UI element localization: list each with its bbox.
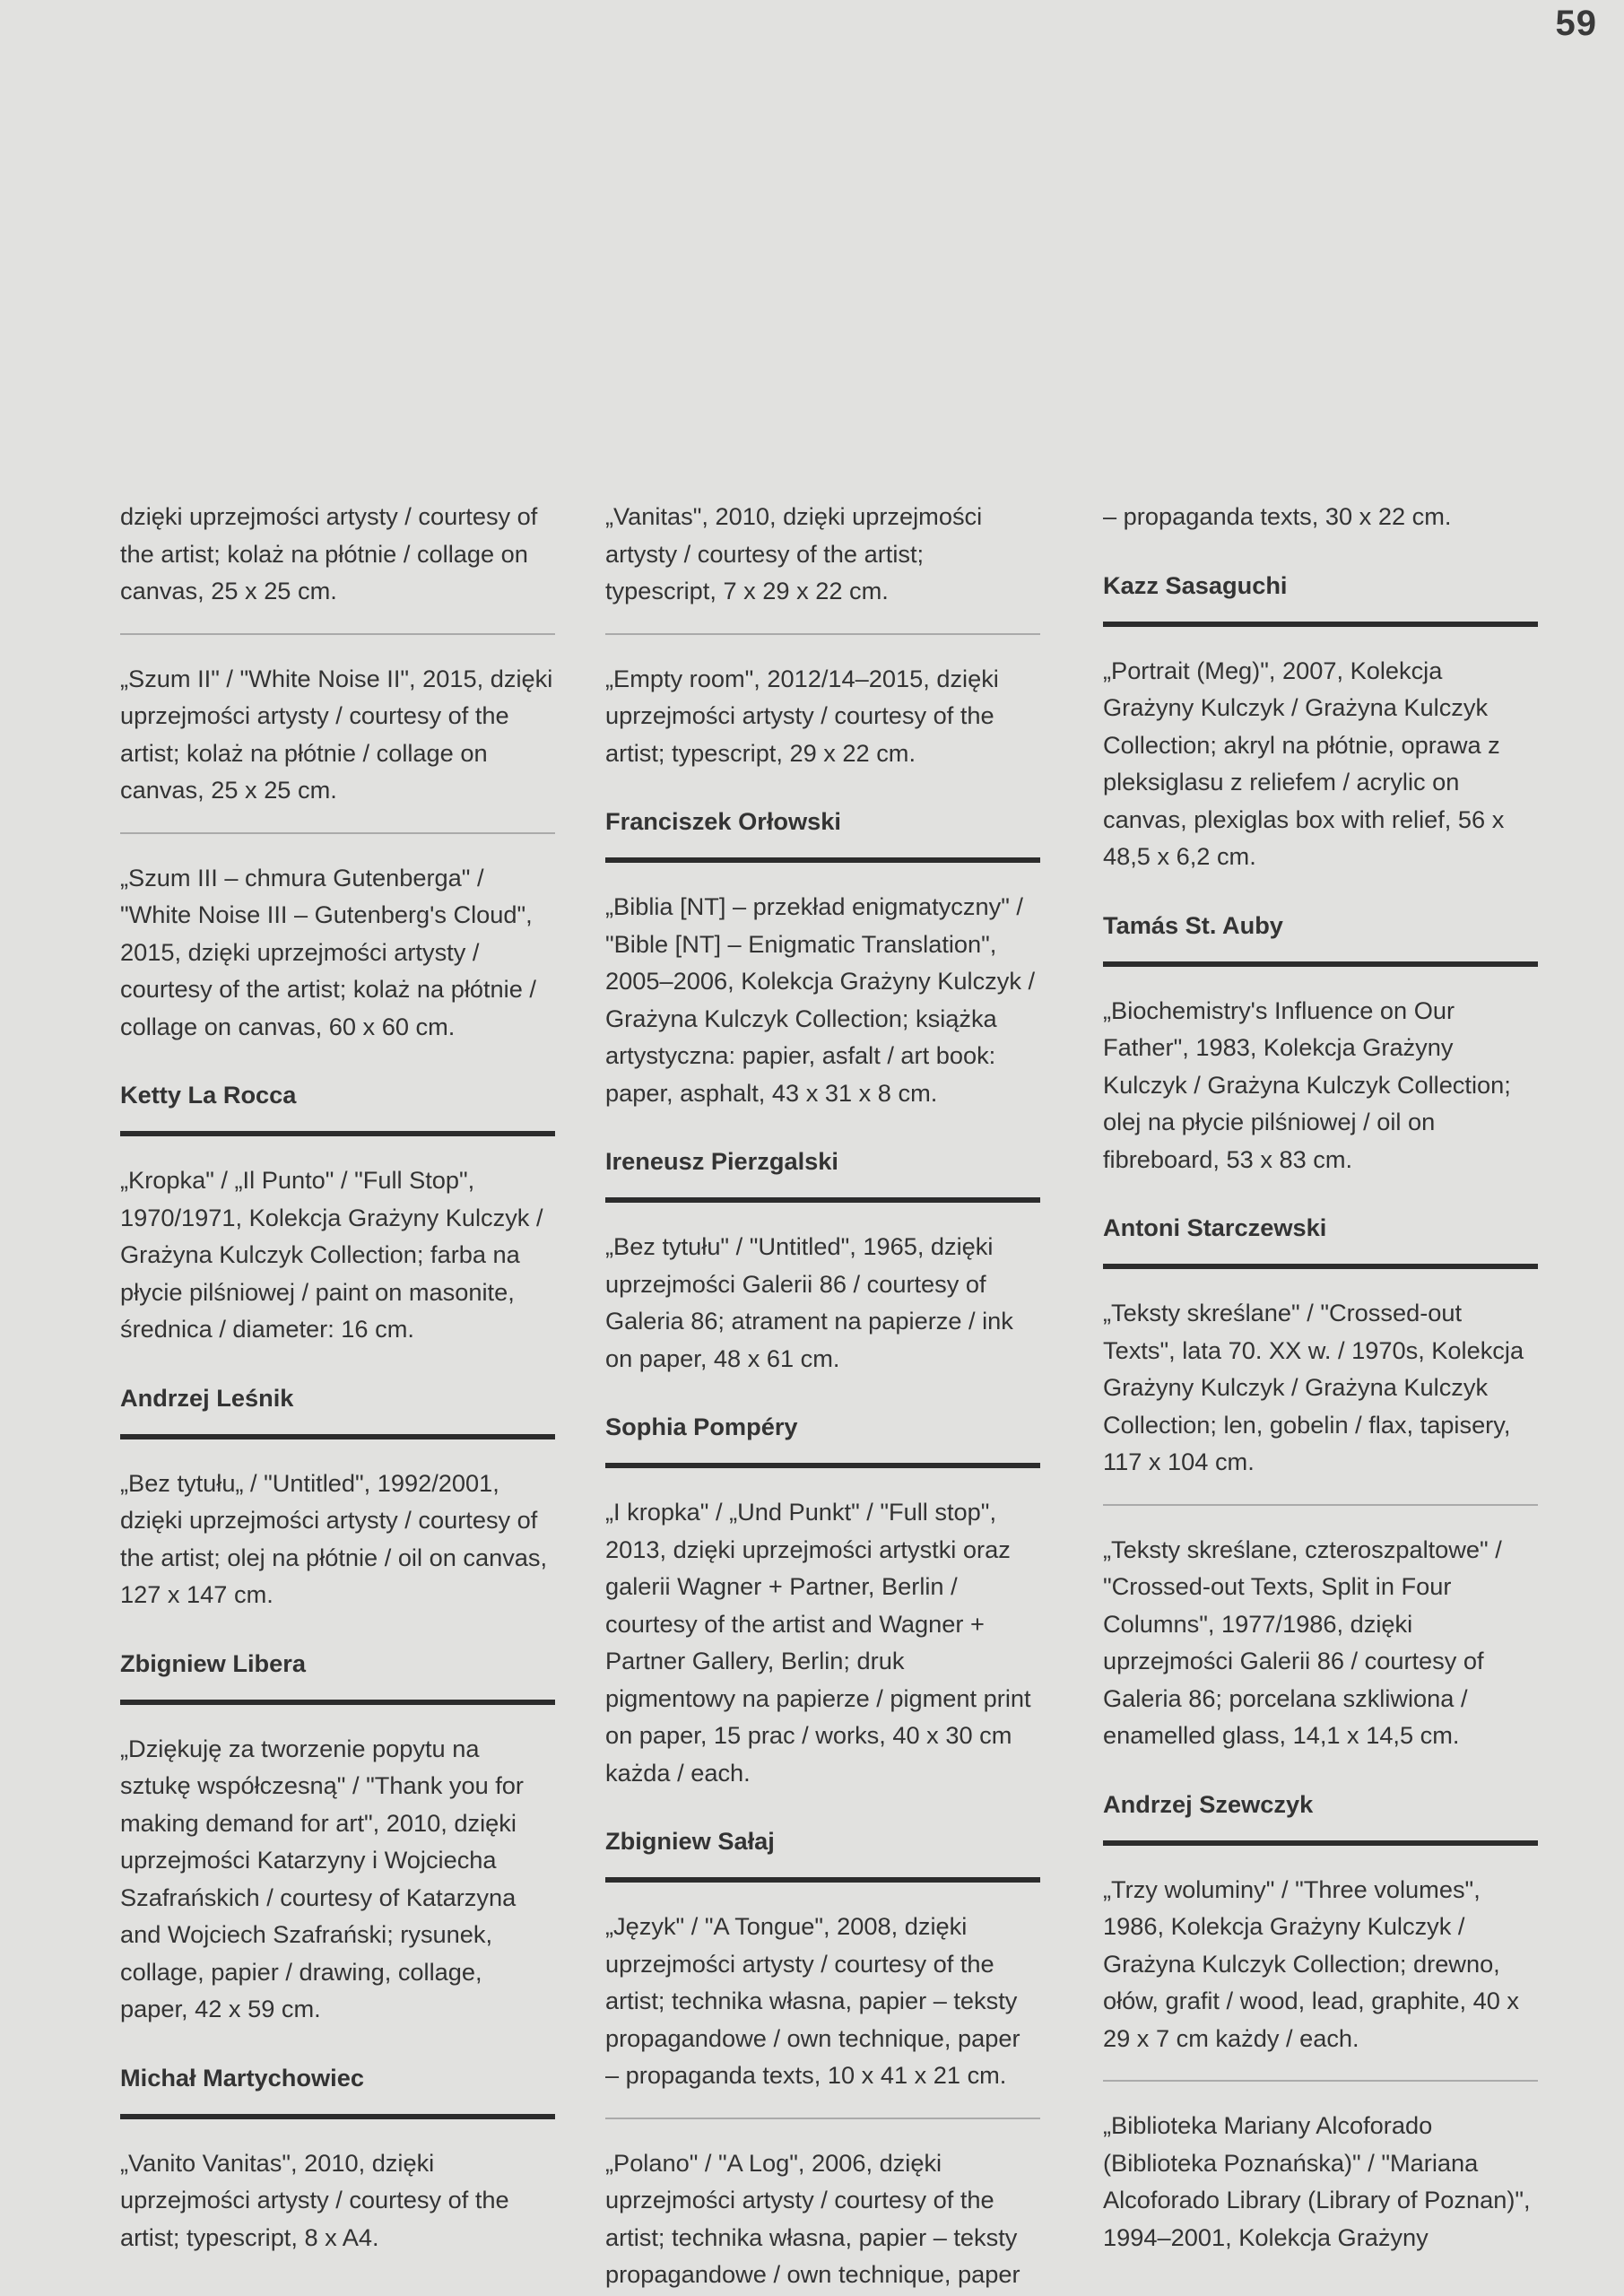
entry-divider	[120, 832, 555, 834]
artwork-entry: „Vanito Vanitas", 2010, dzięki uprzejmości artysty / courtesy of the artist; typescript, 8 x A4.	[120, 2148, 509, 2251]
entry-divider	[1103, 1504, 1538, 1506]
artist-name: Ireneusz Pierzgalski	[605, 1144, 1040, 1203]
column-3	[1103, 498, 1538, 2256]
artist-name: Andrzej Leśnik	[120, 1380, 555, 1439]
artwork-entry: „Biblioteka Mariany Alcoforado (Biblioteka Poznańska)" / "Mariana Alcoforado Library (Library of Poznan)", 1994–2001, Kolekcja Grażyny	[1103, 2111, 1531, 2251]
artwork-entry: „I kropka" / „Und Punkt" / "Full stop", 2013, dzięki uprzejmości artystki oraz galerii Wagner + Partner, Berlin / courtesy of the artist and Wagner + Partner Gallery, Berlin; druk pigmentowy na papierze / pigment print on paper, 15 prac / works, 40 x 30 cm każda / each.	[605, 1498, 1031, 1787]
artist-name: Antoni Starczewski	[1103, 1210, 1538, 1269]
artwork-entry: „Bez tytułu„ / "Untitled", 1992/2001, dzięki uprzejmości artysty / courtesy of the artist; olej na płótnie / oil on canvas, 127 x 147 cm.	[120, 1468, 548, 1608]
artist-name: Andrzej Szewczyk	[1103, 1787, 1538, 1846]
column-2	[605, 498, 1040, 2293]
artwork-entry: „Teksty skreślane, czteroszpaltowe" / "Crossed-out Texts, Split in Four Columns", 1977/1986, dzięki uprzejmości Galerii 86 / courtesy of Galeria 86; porcelana szkliwiona / enamelled glass, 14,1 x 14,5 cm.	[1103, 1535, 1502, 1749]
entry-divider	[1103, 2080, 1538, 2082]
artist-name: Tamás St. Auby	[1103, 908, 1538, 967]
entry-divider	[120, 633, 555, 635]
page-number: 59	[1555, 4, 1597, 43]
artist-name: Franciszek Orłowski	[605, 804, 1040, 863]
artist-name: Kazz Sasaguchi	[1103, 568, 1538, 627]
artwork-entry: „Biblia [NT] – przekład enigmatyczny" / "Bible [NT] – Enigmatic Translation", 2005–2006, Kolekcja Grażyny Kulczyk / Grażyna Kulczyk Collection; książka artystyczna: papier, asfalt / art book: paper, asphalt, 43 x 31 x 8 cm.	[605, 892, 1036, 1107]
artist-name: Zbigniew Libera	[120, 1646, 555, 1705]
entry-divider	[605, 2118, 1040, 2119]
artwork-entry: „Dziękuję za tworzenie popytu na sztukę współczesną" / "Thank you for making demand for art", 2010, dzięki uprzejmości Katarzyny i Wojciecha Szafrańskich / courtesy of Katarzyna and Wojciech Szafrański; rysunek, collage, papier / drawing, collage, paper, 42 x 59 cm.	[120, 1734, 524, 2022]
column-1	[120, 498, 555, 2256]
artwork-entry: „Empty room", 2012/14–2015, dzięki uprzejmości artysty / courtesy of the artist; typescript, 29 x 22 cm.	[605, 664, 999, 767]
artwork-entry: „Polano" / "A Log", 2006, dzięki uprzejmości artysty / courtesy of the artist; technika własna, papier – teksty propagandowe / own technique, paper	[605, 2148, 1020, 2288]
artwork-entry: „Portrait (Meg)", 2007, Kolekcja Grażyny Kulczyk / Grażyna Kulczyk Collection; akryl na płótnie, oprawa z pleksiglasu z reliefem / acrylic on canvas, plexiglas box with relief, 56 x 48,5 x 6,2 cm.	[1103, 656, 1505, 870]
artist-name: Zbigniew Sałaj	[605, 1823, 1040, 1883]
artwork-entry: „Szum II" / "White Noise II", 2015, dzięki uprzejmości artysty / courtesy of the artist; kolaż na płótnie / collage on canvas, 25 x 25 cm.	[120, 664, 553, 804]
artist-name: Ketty La Rocca	[120, 1077, 555, 1136]
artwork-entry: „Teksty skreślane" / "Crossed-out Texts", lata 70. XX w. / 1970s, Kolekcja Grażyny Kulczyk / Grażyna Kulczyk Collection; len, gobelin / flax, tapisery, 117 x 104 cm.	[1103, 1299, 1524, 1475]
entry-divider	[605, 633, 1040, 635]
artwork-entry: „Bez tytułu" / "Untitled", 1965, dzięki uprzejmości Galerii 86 / courtesy of Galeria 86; atrament na papierze / ink on paper, 48 x 61 cm.	[605, 1232, 1013, 1372]
artwork-entry: „Kropka" / „Il Punto" / "Full Stop", 1970/1971, Kolekcja Grażyny Kulczyk / Grażyna Kulczyk Collection; farba na płycie pilśniowej / paint on masonite, średnica / diameter: 16 cm.	[120, 1166, 543, 1343]
artwork-entry: „Język" / "A Tongue", 2008, dzięki uprzejmości artysty / courtesy of the artist; technika własna, papier – teksty propagandowe / own technique, paper – propaganda texts, 10 x 41 x 21 cm.	[605, 1912, 1020, 2089]
artwork-entry: „Biochemistry's Influence on Our Father", 1983, Kolekcja Grażyny Kulczyk / Grażyna Kulczyk Collection; olej na płycie pilśniowej / oil on fibreboard, 53 x 83 cm.	[1103, 996, 1511, 1173]
artwork-entry: „Szum III – chmura Gutenberga" / "White Noise III – Gutenberg's Cloud", 2015, dzięki uprzejmości artysty / courtesy of the artist; kolaż na płótnie / collage on canvas, 60 x 60 cm.	[120, 863, 536, 1040]
artist-name: Michał Martychowiec	[120, 2060, 555, 2119]
artwork-entry: dzięki uprzejmości artysty / courtesy of the artist; kolaż na płótnie / collage on canvas, 25 x 25 cm.	[120, 502, 538, 604]
artwork-entry: „Trzy woluminy" / "Three volumes", 1986, Kolekcja Grażyny Kulczyk / Grażyna Kulczyk Collection; drewno, ołów, grafit / wood, lead, graphite, 40 x 29 x 7 cm każdy / each.	[1103, 1874, 1519, 2052]
artist-name: Sophia Pompéry	[605, 1409, 1040, 1468]
artwork-entry: – propaganda texts, 30 x 22 cm.	[1103, 502, 1452, 530]
artwork-entry: „Vanitas", 2010, dzięki uprzejmości artysty / courtesy of the artist; typescript, 7 x 29 x 22 cm.	[605, 502, 983, 604]
